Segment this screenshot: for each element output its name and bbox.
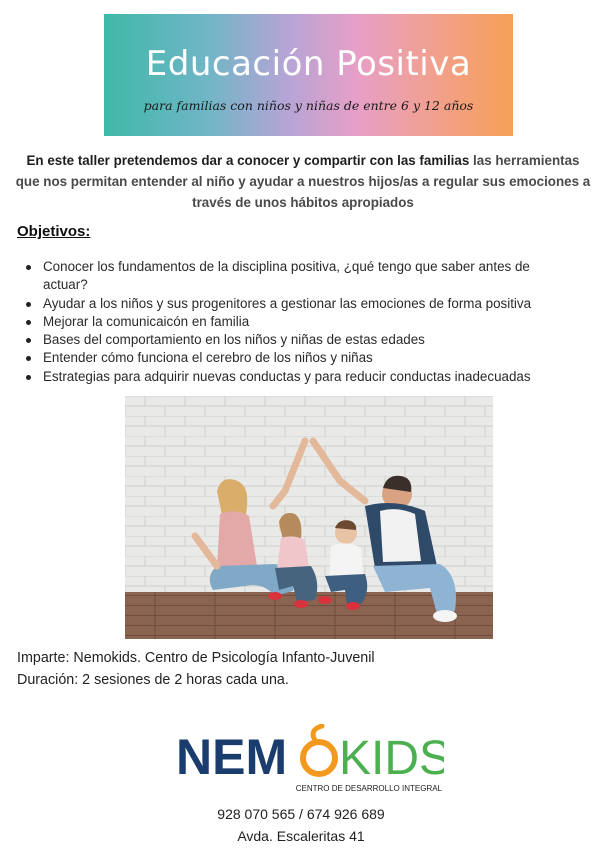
- objective-item: Entender cómo funciona el cerebro de los niños y niñas: [22, 349, 562, 367]
- duration-line: Duración: 2 sesiones de 2 horas cada una.: [17, 672, 289, 688]
- objective-item: Bases del comportamiento en los niños y niñas de estas edades: [22, 331, 562, 349]
- imparte-line: Imparte: Nemokids. Centro de Psicología Infanto-Juvenil: [17, 650, 375, 666]
- logo-tagline: CENTRO DE DESARROLLO INTEGRAL: [295, 784, 442, 793]
- intro-paragraph: [14, 150, 592, 213]
- logo-nem-text: NEM: [176, 729, 288, 785]
- contact-phones: 928 070 565 / 674 926 689: [217, 806, 385, 822]
- objective-item: Mejorar la comunicaicón en familia: [22, 313, 562, 331]
- banner-title: Educación Positiva: [145, 44, 472, 84]
- family-photo: [125, 396, 493, 639]
- nemokids-logo: [176, 724, 444, 796]
- banner-subtitle: para familias con niños y niñas de entre 6 y 12 años: [143, 98, 474, 113]
- logo-kids-text: KIDS: [339, 732, 444, 785]
- objectives-list: [22, 258, 562, 386]
- objectives-heading: Objetivos:: [17, 223, 91, 240]
- intro-emphasis: En este taller pretendemos dar a conocer y compartir con las familias: [26, 153, 470, 168]
- logo-swirl-icon: [303, 726, 335, 774]
- objective-item: Estrategias para adquirir nuevas conductas y para reducir conductas inadecuadas: [22, 368, 562, 386]
- objective-item: Conocer los fundamentos de la disciplina positiva, ¿qué tengo que saber antes de actuar?: [22, 258, 562, 295]
- intro-rest: las herramientas que nos permitan entender al niño y ayudar a nuestros hijos/as a regular sus emociones a través de unos hábitos apropiados: [15, 153, 591, 210]
- header-banner: [104, 14, 513, 136]
- contact-address: Avda. Escaleritas 41: [237, 828, 365, 844]
- objective-item: Ayudar a los niños y sus progenitores a gestionar las emociones de forma positiva: [22, 295, 562, 313]
